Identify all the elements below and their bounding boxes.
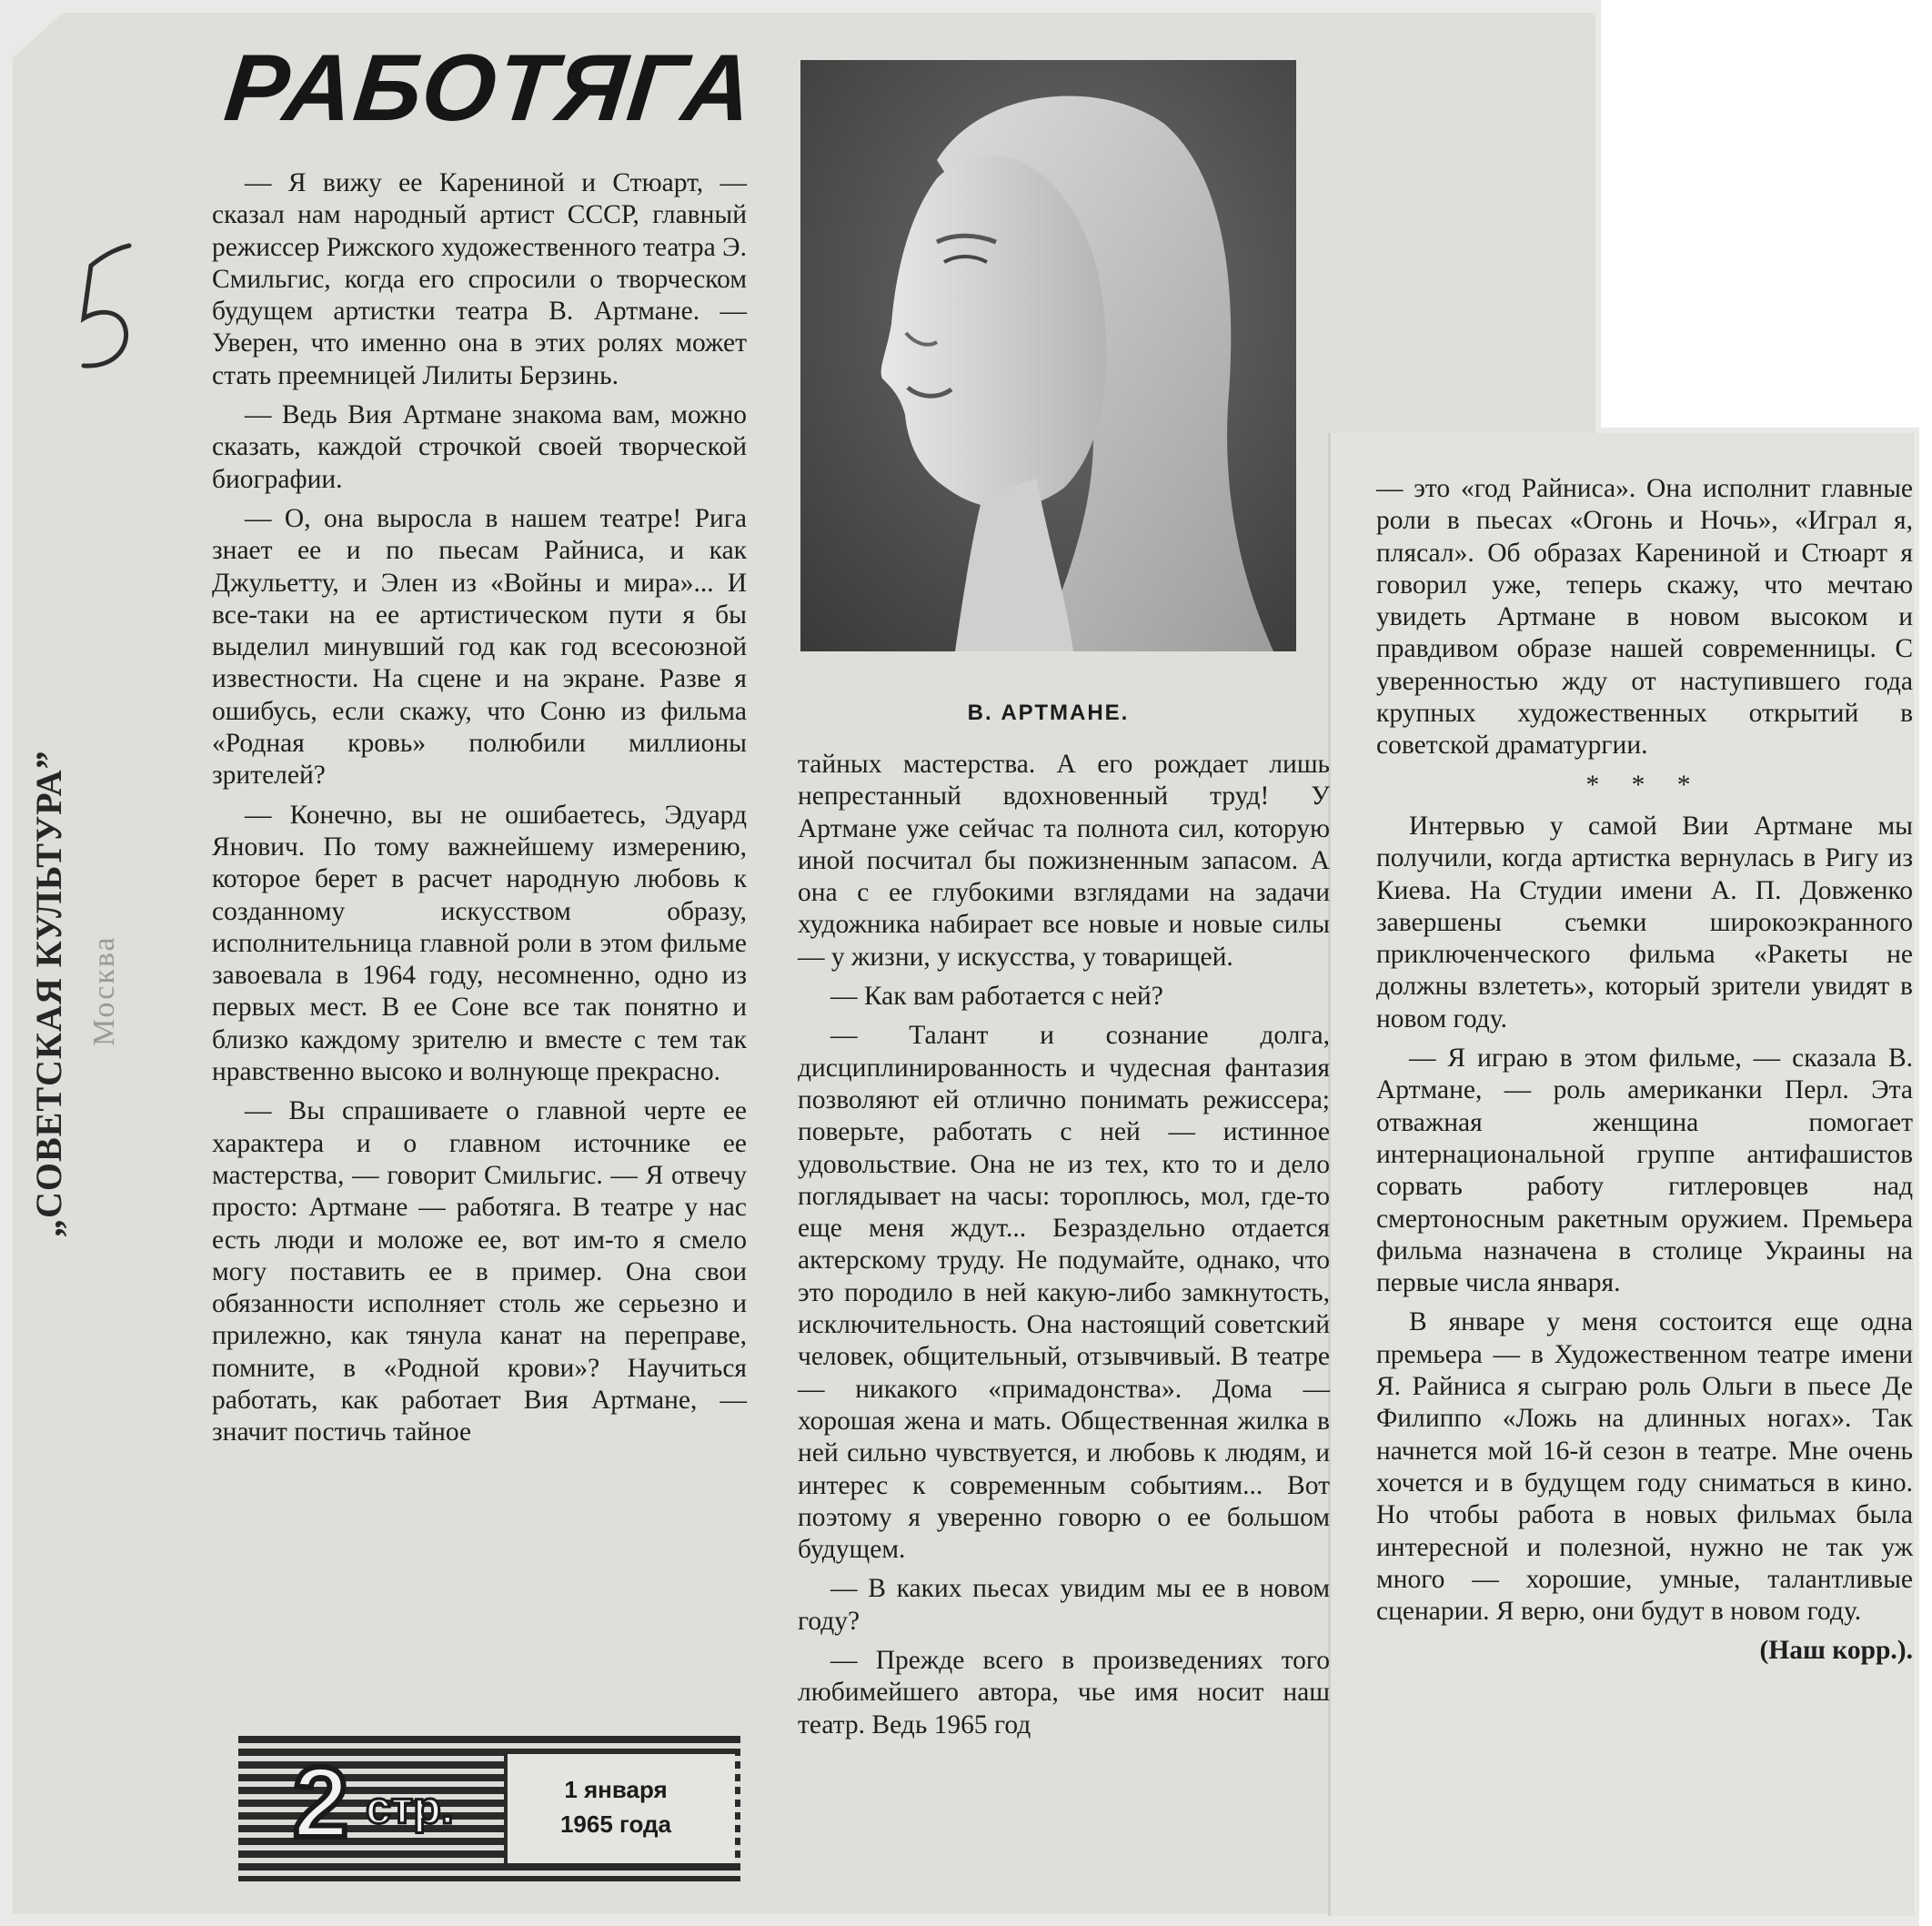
section-separator: * * * [1585,770,1704,800]
paragraph: — В каких пьесах увидим мы ее в новом году? [798,1574,1330,1636]
author-signoff: (Наш корр.). [1759,1636,1913,1666]
newspaper-city: Москва [87,935,121,1046]
paragraph: — Конечно, вы не ошибаетесь, Эдуард Янович. По тому важнейшему измерению, которое берет в расчет народную любовь к созданному искусством образу, исполнительница главной роли в этом фильме завоевала в 1964 году, несомненно, одно из первых мест. В ее Соне все так понятно и близко каждому зрителю и вместе с тем так нравственно высоко и волнующе прекрасно. [212,800,747,1087]
newspaper-source: „СОВЕТСКАЯ КУЛЬТУРА” [28,750,69,1237]
paragraph: — О, она выросла в нашем театре! Рига знает ее и по пьесам Райниса, и как Джульетту, и Элен из «Войны и мира»... И все-таки на ее артистическом пути я бы выделил минувший год как год всесоюзной известности. На сцене и на экране. Разве я ошибусь, если скажу, что Соню из фильма «Родная кровь» полюбили миллионы зрителей? [212,503,747,791]
paragraph: Интервью у самой Вии Артмане мы получили, когда артистка вернулась в Ригу из Киева. На Студии имени А. П. Довженко завершены съемки широкоэкранного приключенческого фильма «Ракеты не должны взлететь», который зрители увидят в новом году. [1376,811,1913,1034]
portrait-photo [800,60,1296,651]
article-column-3 [1376,473,1913,1675]
article-column-1 [212,167,747,1457]
page-number: 2 [293,1747,349,1859]
paragraph: — Я вижу ее Карениной и Стюарт, — сказал нам народный артист СССР, главный режиссер Рижского художественного театра Э. Смильгис, когда его спросили о творческом будущем артистки театра В. Артмане. — Уверен, что именно она в этих ролях может стать преемницей Лилиты Берзинь. [212,168,747,390]
issue-date-year: 1965 года [559,1810,672,1838]
page-label: стр. [366,1782,454,1833]
scanner-edge [1919,0,1932,1926]
headline: РАБОТЯГА [219,35,760,141]
photo-caption: В. АРТМАНЕ. [967,701,1130,725]
portrait-image [800,60,1296,651]
paragraph: В январе у меня состоится еще одна премьера — в Художественном театре имени Я. Райниса я сыграю роль Ольги в пьесе Де Филиппо «Ложь на длинных ногах». Так начнется мой 16-й сезон в театре. Мне очень хочется и в будущем году сниматься в кино. Но чтобы работа в новых фильмах была интересной и полезной, нужно не так уж много — хорошие, умные, талантливые сценарии. Я верю, они будут в новом году. [1376,1307,1913,1627]
date-box [504,1754,735,1863]
handwritten-number [65,235,138,380]
paragraph: — это «год Райниса». Она исполнит главные роли в пьесах «Огонь и Ночь», «Играл я, плясал». Об образах Карениной и Стюарт я говорил уже, теперь скажу, что мечтаю увидеть Артмане в новом высоком и правдивом образе нашей современницы. С уверенностью жду от наступившего года крупных художественных открытий в советской драматургии. [1376,474,1913,761]
paragraph: — Вы спрашиваете о главной черте ее характера и о главном источнике ее мастерства, — говорит Смильгис. — Я отвечу просто: Артмане — работяга. В театре у нас есть люди и моложе ее, вот им-то я смело могу поставить ее в пример. Она свои обязанности исполняет столь же серьезно и прилежно, как тянула канат на переправе, помните, в «Родной крови»? Научиться работать, как работает Вия Артмане, — значит постичь тайное [212,1096,747,1447]
article-column-2 [798,749,1330,1749]
paragraph: — Прежде всего в произведениях того любимейшего автора, чье имя носит наш театр. Ведь 1965 год [798,1646,1330,1739]
issue-date-day: 1 января [564,1776,668,1803]
paragraph: — Талант и сознание долга, дисциплинированность и чудесная фантазия позволяют ей отлично понимать режиссера; поверьте, работать с ней — истинное удовольствие. Она не из тех, кто то и дело поглядывает на часы: тороплюсь, мол, где-то еще меня ждут... Безраздельно отдается актерскому труду. Не подумайте, однако, что это породило в ней какую-либо замкнутость, исключительность. Она настоящий советский человек, общительный, отзывчивый. В театре — никакого «примадонства». Дома — хорошая жена и мать. Общественная жилка в ней сильно чувствуется, и любовь к людям, и интерес к современным событиям... Вот поэтому я уверенно говорю о ее большом будущем. [798,1021,1330,1565]
scanner-bed-white [1601,0,1932,428]
paragraph: тайных мастерства. А его рождает лишь непрестанный вдохновенный труд! У Артмане уже сейчас та полнота сил, которую иной посчитал бы пожизненным запасом. А она с ее глубокими взглядами на задачи художника набирает все новые и новые силы — у жизни, у искусства, у товарищей. [798,750,1330,972]
page-marker [238,1736,740,1881]
paragraph: — Ведь Вия Артмане знакома вам, можно сказать, каждой строчкой своей творческой биографии. [212,400,747,494]
paragraph: — Я играю в этом фильме, — сказала В. Артмане, — роль американки Перл. Эта отважная женщина помогает интернациональной группе антифашистов сорвать работу гитлеровцев над смертоносным ракетным оружием. Премьера фильма назначена в столице Украины на первые числа января. [1376,1044,1913,1298]
paragraph: — Как вам работается с ней? [830,982,1163,1012]
